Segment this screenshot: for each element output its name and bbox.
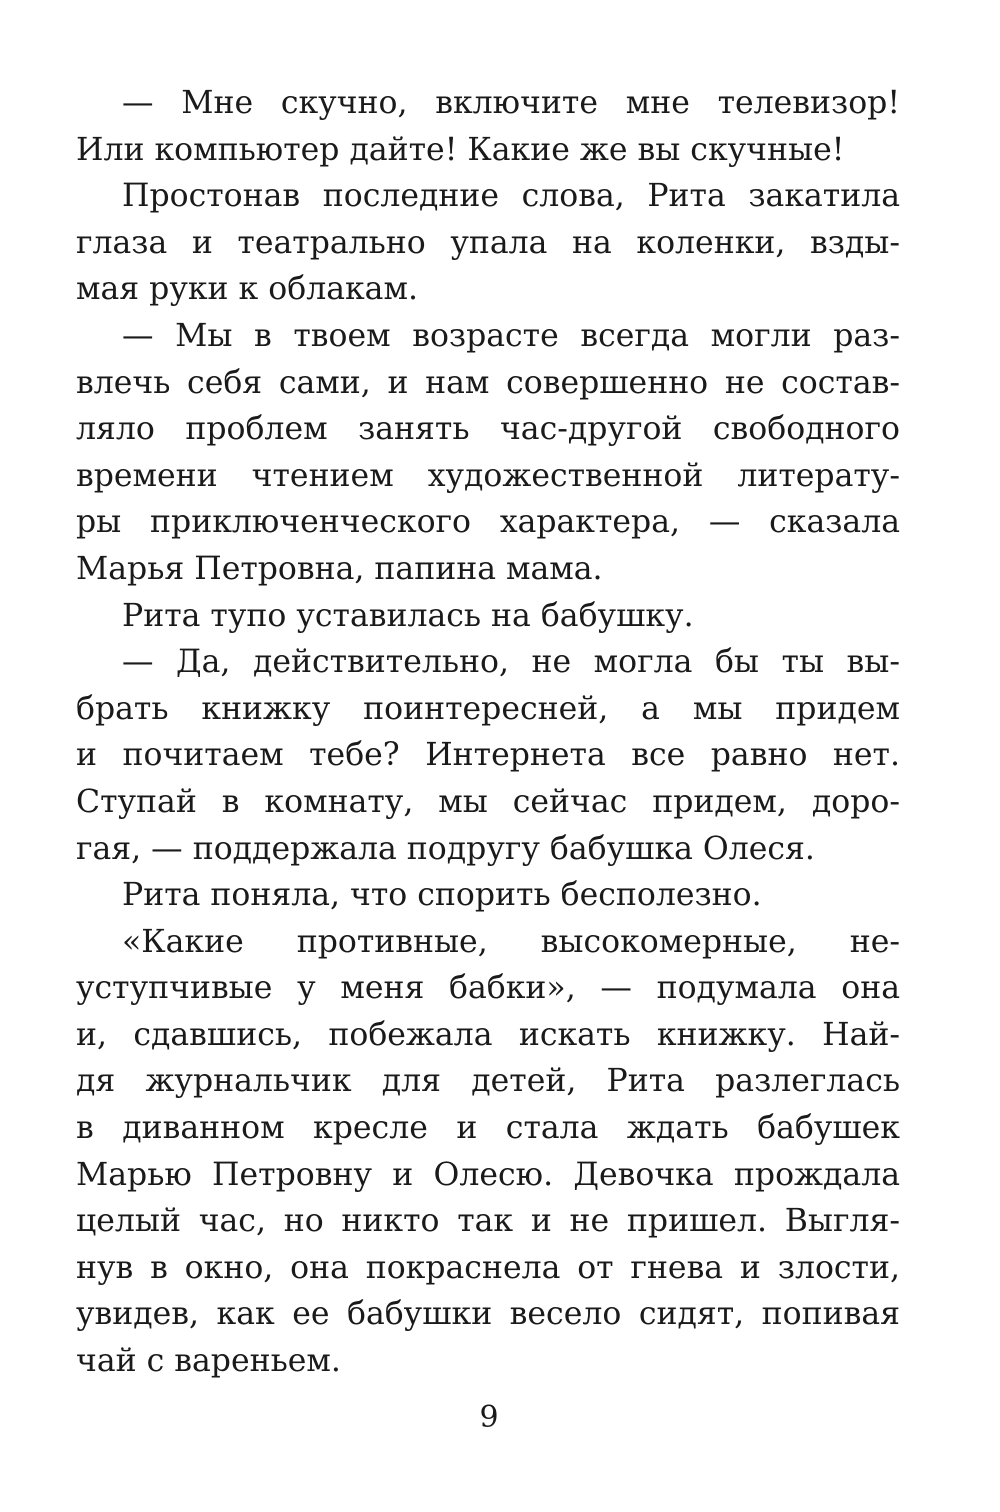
text-line: целый час, но никто так и не пришел. Выгля-	[76, 1203, 900, 1240]
text-line: и, сдавшись, побежала искать книжку. Най-	[76, 1016, 900, 1053]
text-line: уступчивые у меня бабки», — подумала она	[76, 970, 900, 1007]
text-line: брать книжку поинтересней, а мы придем	[76, 690, 900, 727]
text-line: — Мы в твоем возрасте всегда могли раз-	[122, 317, 900, 354]
text-line: Рита тупо уставилась на бабушку.	[122, 597, 694, 634]
text-line: мая руки к облакам.	[76, 271, 418, 308]
text-line: Простонав последние слова, Рита закатила	[122, 178, 900, 215]
text-line: — Мне скучно, включите мне телевизор!	[122, 85, 900, 121]
page-body	[76, 80, 900, 1385]
text-line: Марья Петровна, папина мама.	[76, 550, 603, 587]
text-line: дя журнальчик для детей, Рита разлеглась	[76, 1063, 900, 1100]
text-line: увидев, как ее бабушки весело сидят, попивая	[76, 1296, 900, 1333]
text-line: чай с вареньем.	[76, 1343, 341, 1380]
text-line: Или компьютер дайте! Какие же вы скучные!	[76, 131, 845, 168]
page-number: 9	[479, 1400, 499, 1435]
text-line: гая, — поддержала подругу бабушка Олеся.	[76, 830, 815, 867]
text-line: и почитаем тебе? Интернета все равно нет.	[76, 737, 900, 774]
text-line: «Какие противные, высокомерные, не-	[122, 923, 900, 960]
text-line: Марью Петровну и Олесю. Девочка прождала	[76, 1156, 900, 1193]
text-line: — Да, действительно, не могла бы ты вы-	[122, 644, 900, 681]
text-line: ляло проблем занять час-другой свободного	[76, 411, 900, 448]
text-line: Ступай в комнату, мы сейчас придем, доро-	[76, 783, 900, 820]
text-line: нув в окно, она покраснела от гнева и злости,	[76, 1249, 900, 1286]
text-line: времени чтением художественной литерату-	[76, 457, 900, 494]
text-line: Рита поняла, что спорить бесполезно.	[122, 877, 762, 914]
text-line: в диванном кресле и стала ждать бабушек	[76, 1110, 900, 1147]
text-line: влечь себя сами, и нам совершенно не состав-	[76, 364, 900, 401]
text-line: ры приключенческого характера, — сказала	[76, 504, 900, 541]
text-line: глаза и театрально упала на коленки, взды-	[76, 224, 900, 261]
